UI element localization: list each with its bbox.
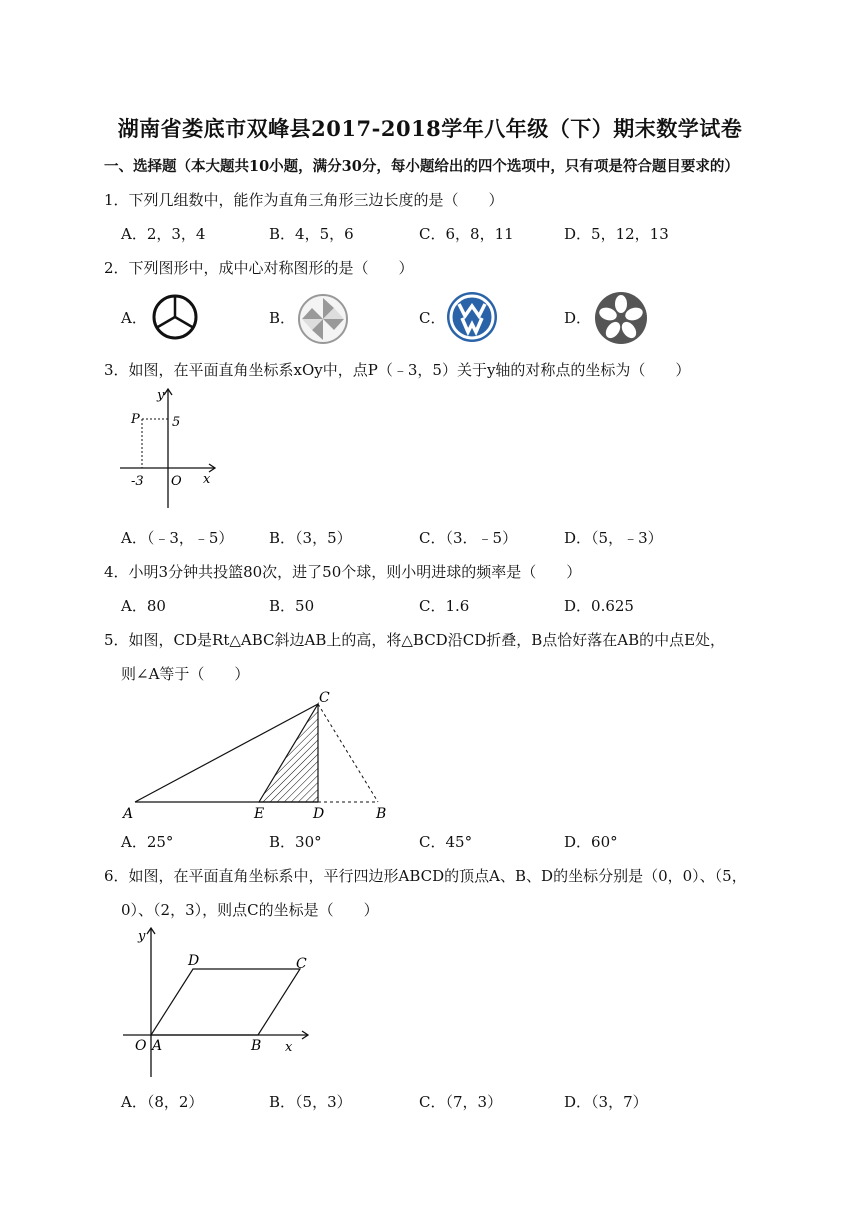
question-5-option-c[interactable]: C．45° — [419, 833, 473, 851]
fig6-label-o: O — [135, 1038, 147, 1054]
fig5-label-d: D — [313, 806, 325, 822]
question-1-option-d[interactable]: D．5，12，13 — [564, 225, 669, 243]
fig5-label-c: C — [319, 690, 330, 706]
question-2-option-a[interactable]: A． — [121, 309, 147, 327]
question-1-option-b[interactable]: B．4，5，6 — [269, 225, 354, 243]
question-5-option-d[interactable]: D．60° — [564, 833, 618, 851]
question-3-option-d[interactable]: D．（5，﹣3） — [564, 529, 663, 547]
question-4-option-c[interactable]: C．1.6 — [419, 597, 470, 615]
question-1-option-c[interactable]: C．6，8，11 — [419, 225, 514, 243]
question-4-option-a[interactable]: A．80 — [121, 597, 166, 615]
page-title: 湖南省娄底市双峰县2017-2018学年八年级（下）期末数学试卷 — [117, 116, 743, 141]
question-1-stem: 1．下列几组数中，能作为直角三角形三边长度的是（ ） — [104, 191, 504, 209]
fig6-label-a: A — [152, 1038, 163, 1054]
fig6-label-b: B — [251, 1038, 262, 1054]
question-3-option-a[interactable]: A．（﹣3，﹣5） — [121, 529, 234, 547]
pinwheel-logo-icon — [296, 292, 350, 346]
question-4-stem: 4．小明3分钟共投篮80次，进了50个球，则小明进球的频率是（ ） — [104, 563, 582, 581]
question-5-stem-continued: 则∠A等于（ ） — [121, 665, 250, 683]
question-6-option-b[interactable]: B．（5，3） — [269, 1093, 352, 1111]
question-6-stem-continued: 0）、（2，3），则点C的坐标是（ ） — [121, 901, 379, 919]
fig3-label-x: x — [203, 472, 211, 487]
question-2-option-d[interactable]: D． — [564, 309, 592, 327]
fig3-label-p: P — [131, 412, 140, 427]
question-2-stem: 2．下列图形中，成中心对称图形的是（ ） — [104, 259, 414, 277]
question-3-option-b[interactable]: B．（3，5） — [269, 529, 352, 547]
fig3-label-neg3: -3 — [131, 474, 144, 489]
fig3-label-5: 5 — [172, 415, 181, 430]
question-6-option-c[interactable]: C．（7，3） — [419, 1093, 503, 1111]
question-3-coordinate-figure — [115, 383, 225, 513]
fig6-label-y: y — [138, 929, 146, 944]
question-1-option-a[interactable]: A．2，3，4 — [121, 225, 206, 243]
question-4-option-b[interactable]: B．50 — [269, 597, 315, 615]
fig3-label-o: O — [171, 474, 182, 489]
question-3-option-c[interactable]: C．（3．﹣5） — [419, 529, 518, 547]
question-6-stem: 6．如图，在平面直角坐标系中，平行四边形ABCD的顶点A、B、D的坐标分别是（0，0）、（5， — [104, 867, 747, 885]
question-4-option-d[interactable]: D．0.625 — [564, 597, 634, 615]
question-5-triangle-figure — [115, 688, 405, 824]
volkswagen-logo-icon — [445, 290, 499, 344]
question-6-parallelogram-figure — [118, 922, 318, 1082]
bauhinia-logo-icon — [593, 290, 649, 346]
mercedes-logo-icon — [150, 292, 200, 342]
question-5-option-a[interactable]: A．25° — [121, 833, 174, 851]
fig5-label-b: B — [376, 806, 387, 822]
question-5-stem: 5．如图，CD是Rt△ABC斜边AB上的高，将△BCD沿CD折叠，B点恰好落在AB的中点E处， — [104, 631, 726, 649]
fig6-label-c: C — [296, 956, 307, 972]
fig6-label-d: D — [188, 953, 200, 969]
fig5-label-a: A — [123, 806, 134, 822]
fig3-label-y: y — [157, 388, 165, 403]
section-heading: 一、选择题（本大题共10小题，满分30分，每小题给出的四个选项中，只有项是符合题目要求的） — [104, 158, 739, 175]
question-6-option-d[interactable]: D．（3，7） — [564, 1093, 648, 1111]
question-2-option-c[interactable]: C． — [419, 309, 446, 327]
fig5-label-e: E — [254, 806, 265, 822]
question-5-option-b[interactable]: B．30° — [269, 833, 322, 851]
question-2-option-b[interactable]: B． — [269, 309, 296, 327]
question-6-option-a[interactable]: A．（8，2） — [121, 1093, 204, 1111]
fig6-label-x: x — [285, 1040, 293, 1055]
question-3-stem: 3．如图，在平面直角坐标系xOy中，点P（﹣3，5）关于y轴的对称点的坐标为（ ） — [104, 361, 691, 379]
